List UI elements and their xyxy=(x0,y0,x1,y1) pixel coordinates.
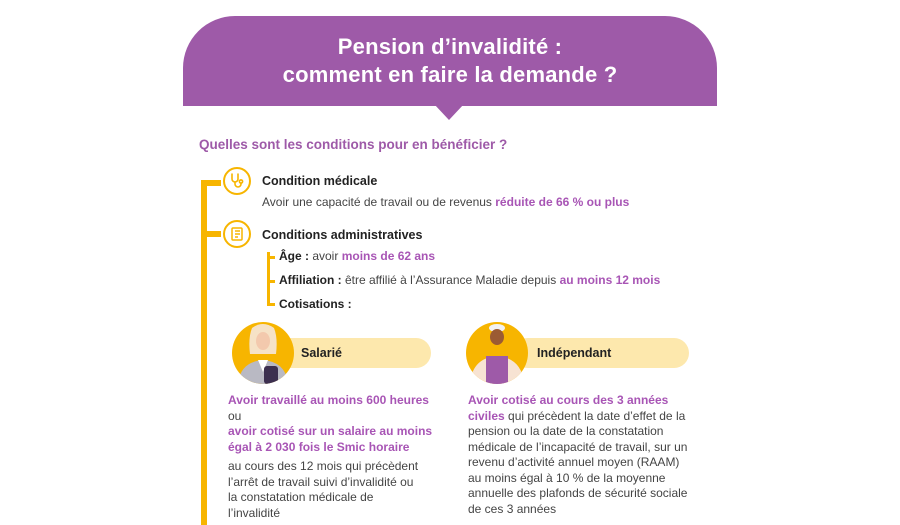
sub-arm-affiliation xyxy=(267,280,275,283)
infographic xyxy=(183,0,717,525)
banner-pointer xyxy=(434,104,464,120)
independant-accent-2: civiles xyxy=(468,408,505,423)
admin-sub-bracket xyxy=(267,252,270,305)
document-icon xyxy=(223,220,251,248)
admin-item-affiliation xyxy=(279,273,660,287)
independant-description xyxy=(468,393,713,517)
independant-accent-1: Avoir cotisé au cours des 3 années xyxy=(468,393,669,407)
independant-body-5: annuelle des plafonds de sécurité sociale xyxy=(468,486,688,500)
profile-pill-independant xyxy=(513,338,689,368)
salarie-body-2: l’arrêt de travail suivi d’invalidité ou xyxy=(228,474,414,489)
title-line-2: comment en faire la demande ? xyxy=(282,62,618,87)
profile-label-independant: Indépendant xyxy=(537,346,612,360)
independant-body-3: revenu d’activité annuel moyen (RAAM) xyxy=(468,455,680,469)
age-label: Âge : xyxy=(279,249,309,263)
salarie-accent-2b: égal à 2 030 fois le Smic horaire xyxy=(228,439,410,454)
admin-item-age xyxy=(279,249,435,263)
sub-arm-cotisations xyxy=(267,303,275,306)
section-question: Quelles sont les conditions pour en bénéficier ? xyxy=(199,137,508,152)
affiliation-accent: au moins 12 mois xyxy=(559,273,661,287)
medical-condition-text xyxy=(262,195,629,209)
bracket-arm-admin xyxy=(201,231,221,237)
age-accent: moins de 62 ans xyxy=(341,249,436,263)
medical-text-plain: Avoir une capacité de travail ou de revenus xyxy=(262,195,496,209)
salarie-accent-2a: avoir cotisé sur un salaire au moins xyxy=(228,424,433,438)
independant-body-1: pension ou la date de la constatation xyxy=(468,424,664,438)
bracket-arm-medical xyxy=(201,180,221,186)
title-line-1: Pension d’invalidité : xyxy=(337,34,563,59)
medical-condition-title: Condition médicale xyxy=(262,174,378,188)
stethoscope-icon xyxy=(223,167,251,195)
title-banner xyxy=(183,16,717,106)
salarie-body-3: la constatation médicale de xyxy=(228,490,374,504)
salarie-connector: ou xyxy=(228,408,242,423)
affiliation-text: être affilié à l’Assurance Maladie depuis xyxy=(341,273,560,287)
admin-item-cotisations xyxy=(279,297,352,311)
independant-body-6: de ces 3 années xyxy=(468,501,557,516)
salarie-accent-1: Avoir travaillé au moins 600 heures xyxy=(228,393,429,407)
independant-avatar xyxy=(466,322,528,384)
independant-body-4: au moins égal à 10 % de la moyenne xyxy=(468,470,666,485)
sub-arm-age xyxy=(267,256,275,259)
affiliation-label: Affiliation : xyxy=(279,273,342,287)
salarie-avatar xyxy=(232,322,294,384)
medical-text-accent: réduite de 66 % ou plus xyxy=(495,195,630,209)
cotisations-label: Cotisations : xyxy=(279,297,352,311)
admin-conditions-title: Conditions administratives xyxy=(262,228,423,242)
independant-line-2 xyxy=(468,409,713,425)
profile-label-salarie: Salarié xyxy=(301,346,343,360)
independant-body-2: médicale de l’incapacité de travail, sur un xyxy=(468,439,688,454)
independant-line-2-rest: qui précèdent la date d’effet de la xyxy=(504,408,686,423)
salarie-description xyxy=(228,393,443,521)
salarie-body-4: l’invalidité xyxy=(228,505,281,520)
profile-pill-salarie xyxy=(271,338,431,368)
age-text: avoir xyxy=(309,249,342,263)
salarie-body-1: au cours des 12 mois qui précèdent xyxy=(228,459,419,473)
